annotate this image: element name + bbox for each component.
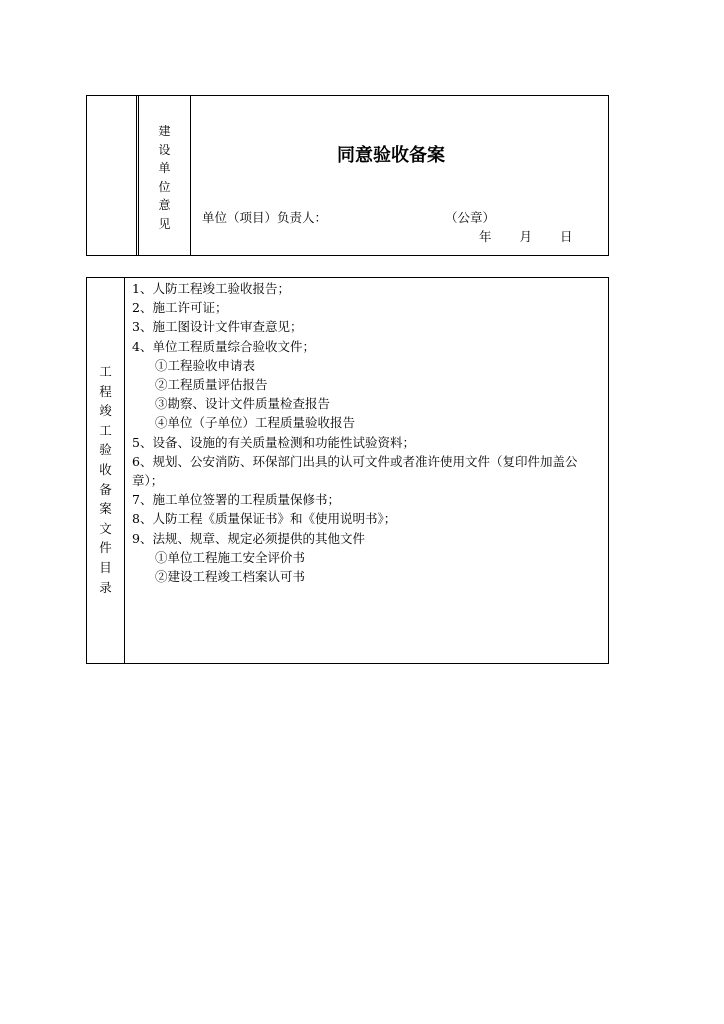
catalog-label-cell (87, 278, 125, 663)
label-char: 备 (99, 481, 112, 497)
label-char: 程 (99, 383, 112, 399)
list-subitem: ③勘察、设计文件质量检查报告 (155, 396, 331, 412)
list-subitem: ①工程验收申请表 (155, 357, 256, 373)
label-char: 建 (158, 124, 171, 138)
label-char: 竣 (99, 403, 112, 419)
label-char: 设 (158, 142, 171, 157)
list-item: 1、人防工程竣工验收报告； (132, 281, 290, 296)
date-month: 月 (519, 229, 533, 244)
list-item: 4、单位工程质量综合验收文件； (132, 338, 315, 354)
list-item: 5、设备、设施的有关质量检测和功能性试验资料； (132, 434, 415, 450)
label-char: 文 (99, 520, 112, 536)
list-item: 9、法规、规章、规定必须提供的其他文件 (132, 530, 365, 546)
date-day: 日 (560, 229, 573, 244)
list-subitem: ④单位（子单位）工程质量验收报告 (155, 415, 356, 431)
approval-table (86, 95, 609, 256)
approval-blank-cell (87, 96, 137, 255)
list-item: 2、施工许可证； (132, 300, 228, 316)
approval-title: 同意验收备案 (337, 145, 445, 166)
label-char: 目 (99, 559, 112, 575)
label-char: 工 (99, 364, 112, 379)
catalog-list (132, 279, 604, 586)
official-seal-label: （公章） (445, 210, 496, 225)
list-item: 7、施工单位签署的工程质量保修书； (132, 492, 340, 508)
list-item: 3、施工图设计文件审查意见； (132, 319, 303, 335)
catalog-label (87, 362, 124, 597)
label-char: 见 (158, 216, 171, 231)
label-char: 位 (158, 179, 171, 194)
label-char: 单 (158, 161, 171, 175)
list-subitem: ①单位工程施工安全评价书 (155, 549, 306, 565)
catalog-table (86, 277, 609, 664)
label-char: 意 (158, 198, 171, 212)
list-subitem: ②工程质量评估报告 (155, 377, 268, 393)
label-char: 件 (99, 540, 112, 556)
label-char: 收 (99, 461, 112, 477)
date-year: 年 (479, 229, 492, 244)
responsible-person-label: 单位（项目）负责人： (202, 210, 328, 225)
label-char: 录 (99, 579, 112, 595)
label-char: 工 (99, 422, 112, 438)
label-char: 验 (99, 442, 112, 458)
list-subitem: ②建设工程竣工档案认可书 (155, 569, 306, 585)
list-item: 6、规划、公安消防、环保部门出具的认可文件或者准许使用文件（复印件加盖公章）； (132, 453, 578, 489)
list-item: 8、人防工程《质量保证书》和《使用说明书》； (132, 511, 397, 527)
approval-label (139, 122, 190, 233)
label-char: 案 (99, 501, 112, 517)
approval-label-cell (138, 96, 191, 255)
date-line (479, 227, 573, 245)
